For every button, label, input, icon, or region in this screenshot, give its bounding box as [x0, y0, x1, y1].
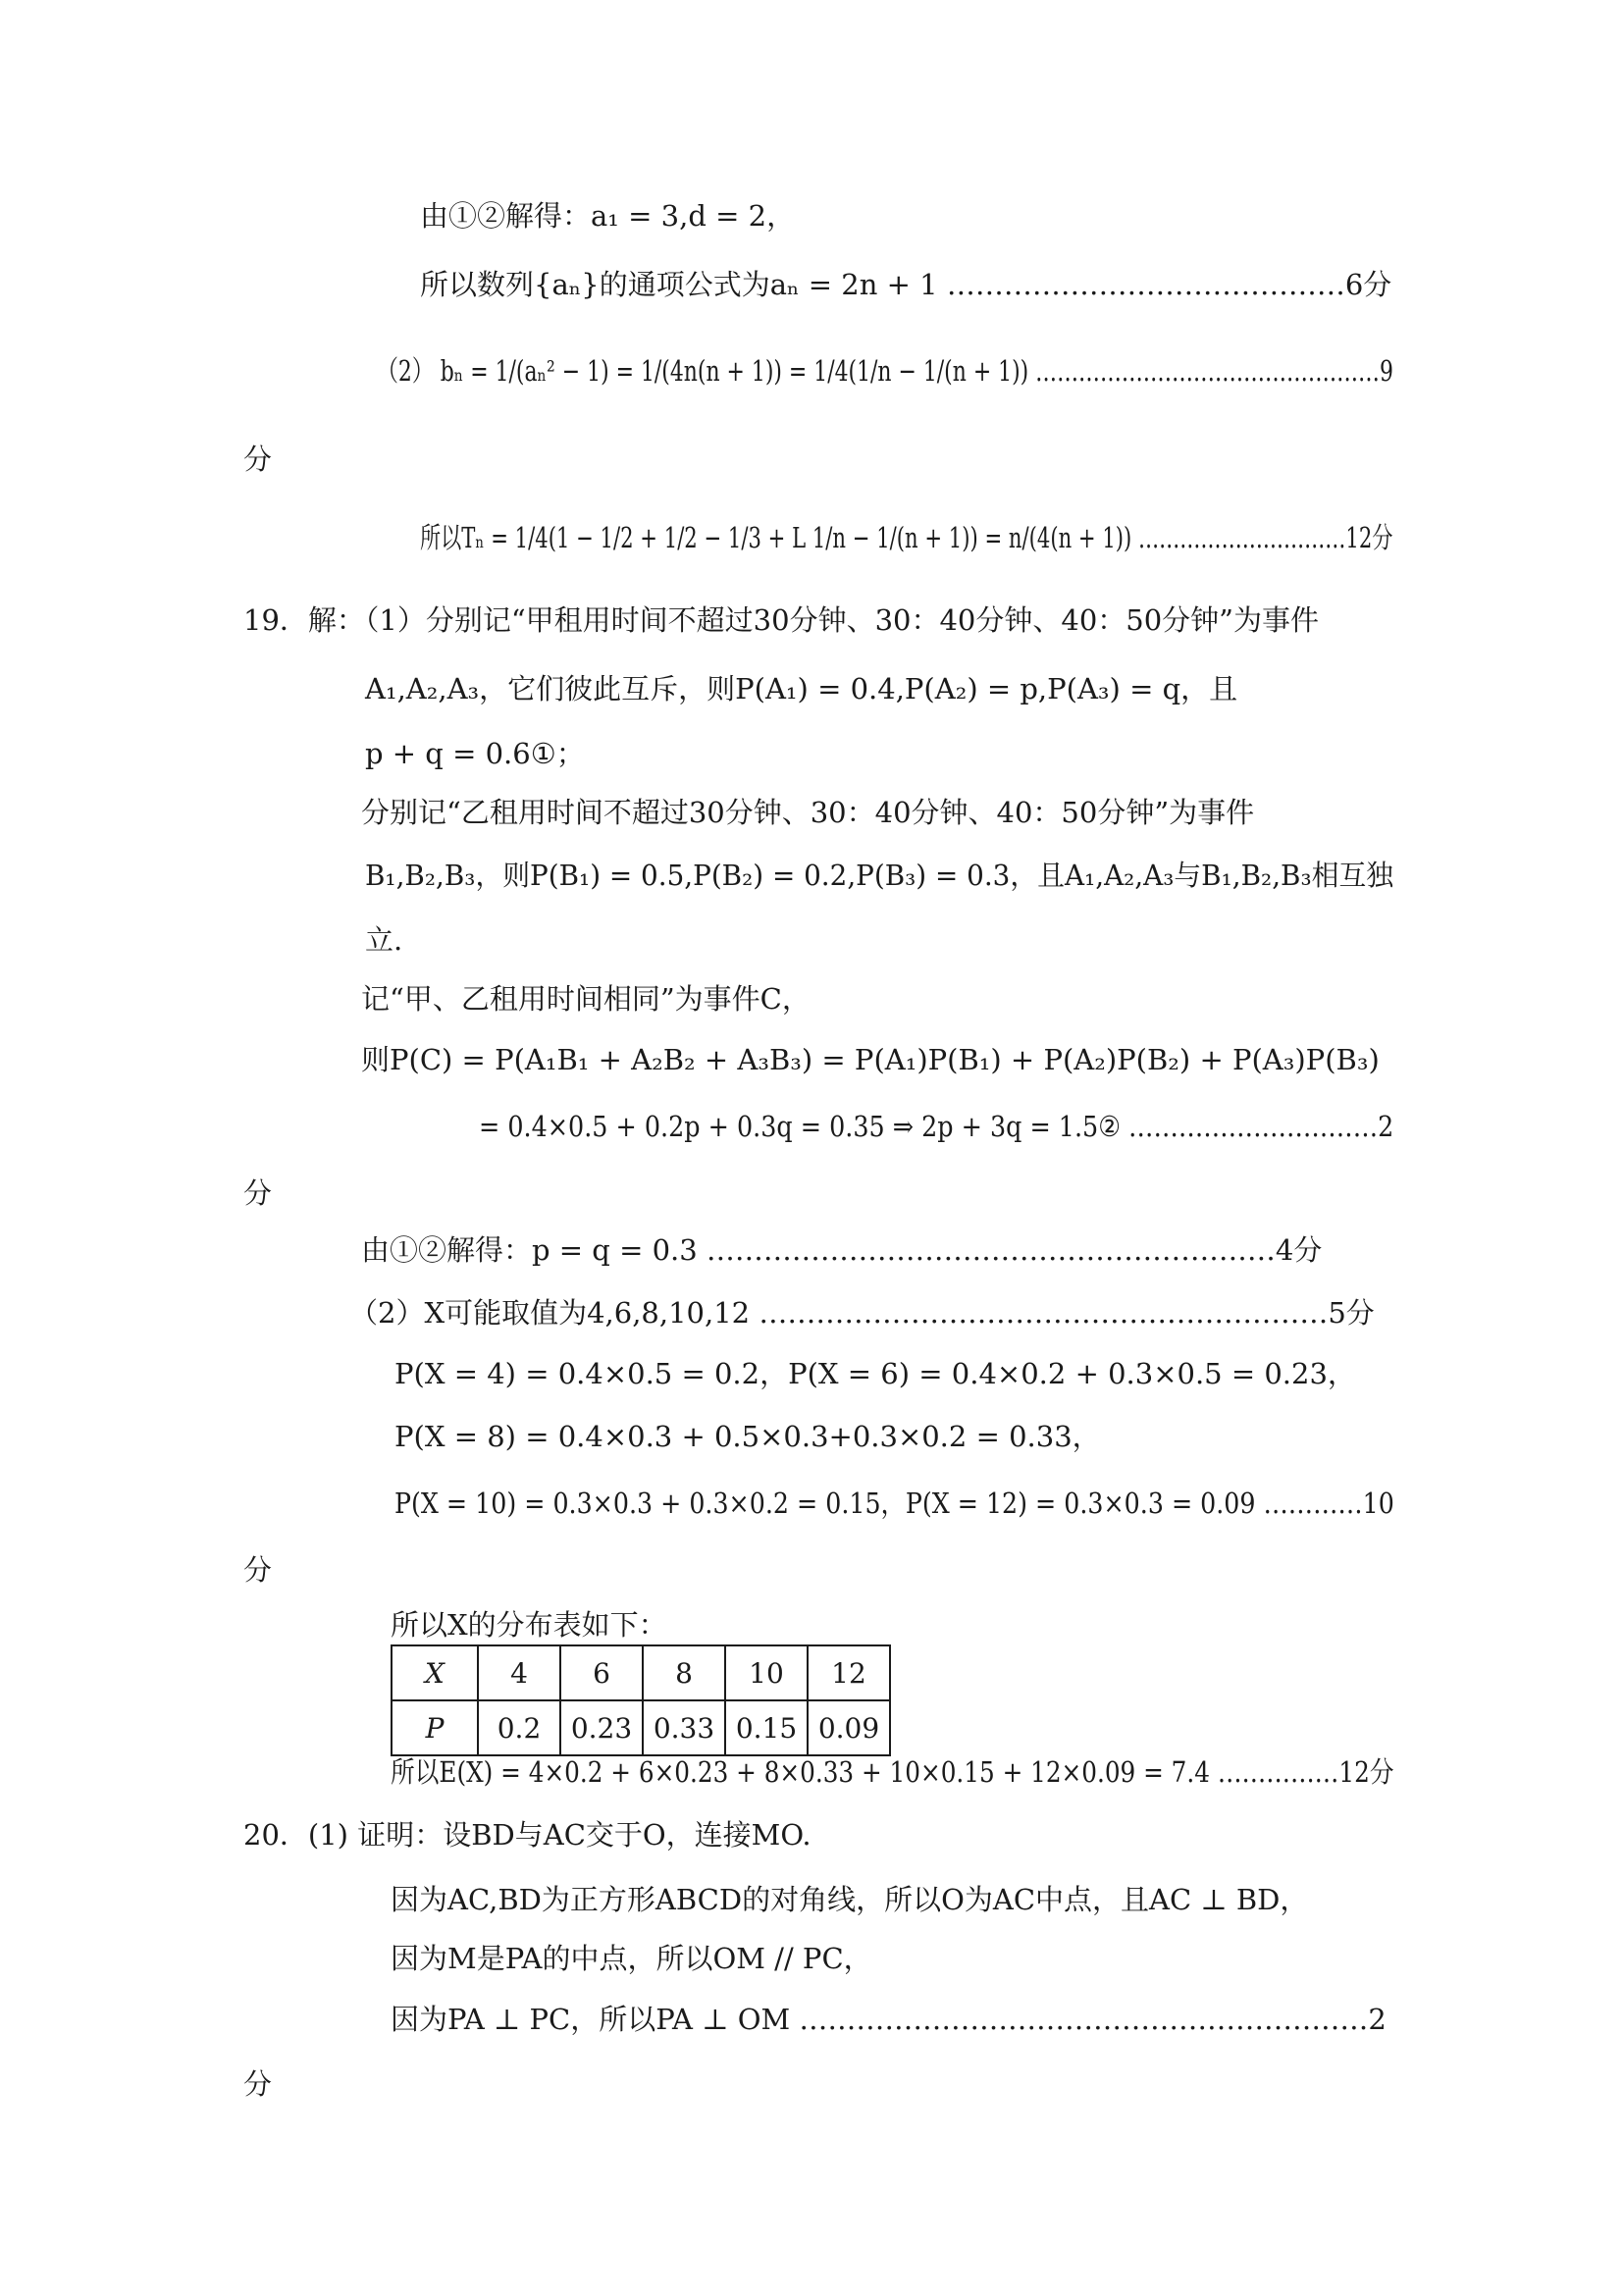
text-line-7: A₁,A₂,A₃，它们彼此互斥，则P(A₁) = 0.4,P(A₂) = p,P(A₃) = q，且 [365, 672, 1238, 705]
text-line-17: （2）X可能取值为4,6,8,10,12 ……………………………………………………5分 [349, 1296, 1375, 1330]
text-line-12: 记“甲、乙租用时间相同”为事件C， [361, 982, 811, 1016]
text-line-11: 立. [365, 923, 403, 957]
text-line-5: 所以Tₙ = 1/4(1 − 1/2 + 1/2 − 1/3 + L 1/n − 1/(n + 1)) = n/(4(n + 1)) …………………………12分 [420, 521, 1393, 554]
text-line-1: 由①②解得：a₁ = 3,d = 2， [420, 199, 796, 233]
table-cell: 0.33 [643, 1700, 725, 1755]
text-line-9: 分别记“乙租用时间不超过30分钟、30：40分钟、40：50分钟”为事件 [361, 796, 1255, 829]
text-line-3: （2） bₙ = 1/(aₙ² − 1) = 1/(4n(n + 1)) = 1/4(1/n − 1/(n + 1)) …………………………………………9 [377, 354, 1393, 388]
distribution-table [391, 1644, 891, 1756]
text-line-6: 19．解：（1）分别记“甲租用时间不超过30分钟、30：40分钟、40：50分钟”为事件 [243, 603, 1320, 637]
table-cell: 8 [643, 1645, 725, 1700]
table-cell: X [392, 1645, 478, 1700]
table-cell: 0.2 [478, 1700, 560, 1755]
table-cell: 4 [478, 1645, 560, 1700]
text-line-27: 因为PA ⊥ PC，所以PA ⊥ OM ……………………………………………………2 [391, 2003, 1387, 2036]
text-line-23: 所以E(X) = 4×0.2 + 6×0.23 + 8×0.33 + 10×0.15 + 12×0.09 = 7.4 ……………12分 [391, 1755, 1394, 1789]
text-line-10: B₁,B₂,B₃，则P(B₁) = 0.5,P(B₂) = 0.2,P(B₃) = 0.3，且A₁,A₂,A₃与B₁,B₂,B₃相互独 [365, 859, 1394, 892]
table-cell: 0.23 [560, 1700, 643, 1755]
text-line-8: p + q = 0.6①； [365, 737, 585, 770]
text-line-13: 则P(C) = P(A₁B₁ + A₂B₂ + A₃B₃) = P(A₁)P(B₁) + P(A₂)P(B₂) + P(A₃)P(B₃) [361, 1043, 1380, 1076]
table-row [392, 1645, 890, 1700]
text-line-16: 由①②解得：p = q = 0.3 ……………………………………………………4分 [361, 1233, 1323, 1267]
table-cell: P [392, 1700, 478, 1755]
text-line-22: 所以X的分布表如下： [391, 1608, 667, 1642]
text-line-4: 分 [243, 443, 273, 476]
text-line-19: P(X = 8) = 0.4×0.3 + 0.5×0.3+0.3×0.2 = 0.33， [394, 1420, 1101, 1453]
table-cell: 12 [808, 1645, 890, 1700]
text-line-24: 20．(1) 证明：设BD与AC交于O，连接MO. [243, 1818, 812, 1852]
text-line-28: 分 [243, 2067, 273, 2101]
text-line-21: 分 [243, 1553, 273, 1587]
text-line-26: 因为M是PA的中点，所以OM // PC， [391, 1942, 872, 1975]
table-cell: 6 [560, 1645, 643, 1700]
table-cell: 10 [725, 1645, 808, 1700]
table-cell: 0.09 [808, 1700, 890, 1755]
text-line-20: P(X = 10) = 0.3×0.3 + 0.3×0.2 = 0.15，P(X = 12) = 0.3×0.3 = 0.09 …………10 [394, 1487, 1394, 1520]
table-row [392, 1700, 890, 1755]
table-cell: 0.15 [725, 1700, 808, 1755]
text-line-14: = 0.4×0.5 + 0.2p + 0.3q = 0.35 ⇒ 2p + 3q = 1.5② …………………………2 [479, 1110, 1394, 1143]
text-line-15: 分 [243, 1176, 273, 1210]
text-line-18: P(X = 4) = 0.4×0.5 = 0.2，P(X = 6) = 0.4×0.2 + 0.3×0.5 = 0.23， [394, 1357, 1356, 1390]
text-line-2: 所以数列{aₙ}的通项公式为aₙ = 2n + 1 ……………………………………6分 [420, 268, 1392, 301]
text-line-25: 因为AC,BD为正方形ABCD的对角线，所以O为AC中点，且AC ⊥ BD， [391, 1883, 1309, 1916]
